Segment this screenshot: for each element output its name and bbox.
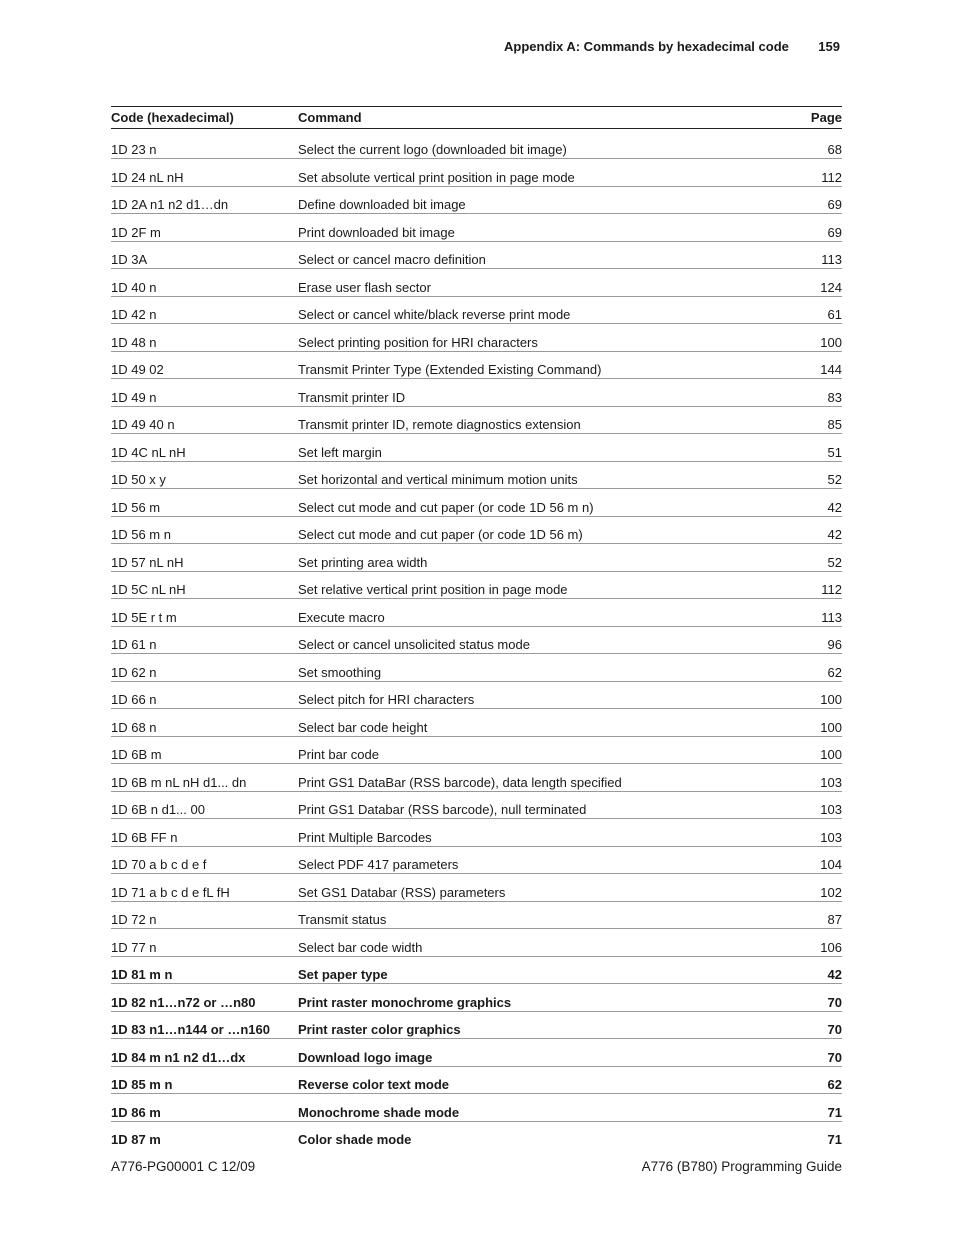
cell-command: Monochrome shade mode bbox=[298, 1094, 768, 1122]
cell-page: 42 bbox=[768, 516, 842, 544]
table-row bbox=[111, 984, 842, 1012]
column-header-code: Code (hexadecimal) bbox=[111, 107, 298, 129]
cell-command: Transmit status bbox=[298, 901, 768, 929]
cell-command: Reverse color text mode bbox=[298, 1066, 768, 1094]
table-row bbox=[111, 1094, 842, 1122]
cell-page: 51 bbox=[768, 434, 842, 462]
footer-guide-title: A776 (B780) Programming Guide bbox=[641, 1159, 842, 1174]
cell-page: 103 bbox=[768, 819, 842, 847]
cell-command: Set smoothing bbox=[298, 654, 768, 682]
cell-code: 1D 61 n bbox=[111, 626, 298, 654]
table-row bbox=[111, 1121, 842, 1148]
table-row bbox=[111, 269, 842, 297]
cell-command: Print Multiple Barcodes bbox=[298, 819, 768, 847]
cell-page: 100 bbox=[768, 736, 842, 764]
table-row bbox=[111, 241, 842, 269]
cell-code: 1D 23 n bbox=[111, 129, 298, 159]
cell-page: 61 bbox=[768, 296, 842, 324]
cell-code: 1D 3A bbox=[111, 241, 298, 269]
cell-code: 1D 5E r t m bbox=[111, 599, 298, 627]
table-row bbox=[111, 571, 842, 599]
cell-command: Print GS1 DataBar (RSS barcode), data length specified bbox=[298, 764, 768, 792]
cell-code: 1D 56 m n bbox=[111, 516, 298, 544]
cell-code: 1D 49 40 n bbox=[111, 406, 298, 434]
cell-command: Set printing area width bbox=[298, 544, 768, 572]
table-row bbox=[111, 1039, 842, 1067]
cell-code: 1D 62 n bbox=[111, 654, 298, 682]
cell-code: 1D 49 n bbox=[111, 379, 298, 407]
cell-command: Print GS1 Databar (RSS barcode), null terminated bbox=[298, 791, 768, 819]
cell-page: 104 bbox=[768, 846, 842, 874]
cell-code: 1D 77 n bbox=[111, 929, 298, 957]
cell-code: 1D 40 n bbox=[111, 269, 298, 297]
cell-code: 1D 72 n bbox=[111, 901, 298, 929]
cell-page: 112 bbox=[768, 159, 842, 187]
table-row bbox=[111, 626, 842, 654]
table-row bbox=[111, 1066, 842, 1094]
table-row bbox=[111, 764, 842, 792]
cell-page: 113 bbox=[768, 599, 842, 627]
table-row bbox=[111, 129, 842, 159]
table-row bbox=[111, 681, 842, 709]
table-row bbox=[111, 1011, 842, 1039]
cell-command: Set relative vertical print position in page mode bbox=[298, 571, 768, 599]
cell-command: Transmit printer ID, remote diagnostics extension bbox=[298, 406, 768, 434]
cell-code: 1D 66 n bbox=[111, 681, 298, 709]
table-row bbox=[111, 544, 842, 572]
cell-code: 1D 82 n1…n72 or …n80 bbox=[111, 984, 298, 1012]
cell-page: 70 bbox=[768, 1011, 842, 1039]
table-row bbox=[111, 186, 842, 214]
cell-code: 1D 56 m bbox=[111, 489, 298, 517]
cell-page: 100 bbox=[768, 324, 842, 352]
cell-code: 1D 86 m bbox=[111, 1094, 298, 1122]
table-row bbox=[111, 874, 842, 902]
cell-code: 1D 81 m n bbox=[111, 956, 298, 984]
cell-code: 1D 48 n bbox=[111, 324, 298, 352]
cell-page: 52 bbox=[768, 544, 842, 572]
cell-command: Set absolute vertical print position in page mode bbox=[298, 159, 768, 187]
table-row bbox=[111, 846, 842, 874]
cell-code: 1D 4C nL nH bbox=[111, 434, 298, 462]
cell-page: 102 bbox=[768, 874, 842, 902]
cell-command: Set GS1 Databar (RSS) parameters bbox=[298, 874, 768, 902]
cell-command: Print raster monochrome graphics bbox=[298, 984, 768, 1012]
cell-command: Select bar code height bbox=[298, 709, 768, 737]
table-row bbox=[111, 901, 842, 929]
cell-page: 71 bbox=[768, 1094, 842, 1122]
cell-page: 69 bbox=[768, 214, 842, 242]
cell-command: Print raster color graphics bbox=[298, 1011, 768, 1039]
cell-page: 42 bbox=[768, 956, 842, 984]
cell-page: 100 bbox=[768, 709, 842, 737]
table-row bbox=[111, 819, 842, 847]
cell-page: 71 bbox=[827, 1132, 842, 1147]
cell-page: 144 bbox=[768, 351, 842, 379]
cell-command: Execute macro bbox=[298, 599, 768, 627]
cell-page: 70 bbox=[768, 1039, 842, 1067]
cell-code: 1D 6B n d1... 00 bbox=[111, 791, 298, 819]
cell-code: 1D 83 n1…n144 or …n160 bbox=[111, 1011, 298, 1039]
cell-page: 70 bbox=[768, 984, 842, 1012]
cell-command: Select PDF 417 parameters bbox=[298, 846, 768, 874]
table-body bbox=[111, 129, 842, 1149]
table-row bbox=[111, 296, 842, 324]
cell-command: Select bar code width bbox=[298, 929, 768, 957]
cell-page: 52 bbox=[768, 461, 842, 489]
cell-code: 1D 57 nL nH bbox=[111, 544, 298, 572]
table-row bbox=[111, 379, 842, 407]
cell-command: Erase user flash sector bbox=[298, 269, 768, 297]
cell-code: 1D 6B m nL nH d1... dn bbox=[111, 764, 298, 792]
cell-command: Set horizontal and vertical minimum motion units bbox=[298, 461, 768, 489]
table-row bbox=[111, 461, 842, 489]
cell-command: Select or cancel macro definition bbox=[298, 241, 768, 269]
cell-page: 96 bbox=[768, 626, 842, 654]
header-title: Appendix A: Commands by hexadecimal code bbox=[504, 39, 789, 54]
cell-command: Set left margin bbox=[298, 434, 768, 462]
commands-table bbox=[111, 106, 842, 1148]
running-header bbox=[504, 39, 840, 54]
cell-page: 62 bbox=[768, 1066, 842, 1094]
cell-page: 42 bbox=[768, 489, 842, 517]
cell-command: Set paper type bbox=[298, 956, 768, 984]
cell-page: 103 bbox=[768, 764, 842, 792]
table-row bbox=[111, 214, 842, 242]
cell-page: 85 bbox=[768, 406, 842, 434]
table-row bbox=[111, 489, 842, 517]
cell-command: Select cut mode and cut paper (or code 1D 56 m n) bbox=[298, 489, 768, 517]
cell-command: Color shade mode bbox=[298, 1132, 412, 1147]
cell-command: Select the current logo (downloaded bit image) bbox=[298, 129, 768, 159]
table-row bbox=[111, 709, 842, 737]
table-row bbox=[111, 654, 842, 682]
cell-command: Select or cancel white/black reverse print mode bbox=[298, 296, 768, 324]
table-row bbox=[111, 159, 842, 187]
cell-page: 103 bbox=[768, 791, 842, 819]
cell-code: 1D 71 a b c d e fL fH bbox=[111, 874, 298, 902]
cell-page: 68 bbox=[768, 129, 842, 159]
cell-command: Select pitch for HRI characters bbox=[298, 681, 768, 709]
table-row bbox=[111, 351, 842, 379]
cell-code: 1D 42 n bbox=[111, 296, 298, 324]
cell-code: 1D 50 x y bbox=[111, 461, 298, 489]
cell-code: 1D 5C nL nH bbox=[111, 571, 298, 599]
cell-page: 100 bbox=[768, 681, 842, 709]
cell-page: 112 bbox=[768, 571, 842, 599]
page-footer bbox=[111, 1159, 842, 1174]
column-header-page: Page bbox=[768, 107, 842, 129]
table-row bbox=[111, 791, 842, 819]
table-row bbox=[111, 516, 842, 544]
table-row bbox=[111, 434, 842, 462]
column-header-command: Command bbox=[298, 107, 768, 129]
cell-code: 1D 85 m n bbox=[111, 1066, 298, 1094]
cell-code: 1D 2F m bbox=[111, 214, 298, 242]
table-row bbox=[111, 956, 842, 984]
table-row bbox=[111, 406, 842, 434]
cell-command: Select or cancel unsolicited status mode bbox=[298, 626, 768, 654]
table-row bbox=[111, 324, 842, 352]
cell-page: 113 bbox=[768, 241, 842, 269]
table-row bbox=[111, 736, 842, 764]
cell-page: 106 bbox=[768, 929, 842, 957]
cell-command: Select cut mode and cut paper (or code 1D 56 m) bbox=[298, 516, 768, 544]
cell-page: 124 bbox=[768, 269, 842, 297]
cell-code: 1D 2A n1 n2 d1…dn bbox=[111, 186, 298, 214]
footer-document-id: A776-PG00001 C 12/09 bbox=[111, 1159, 256, 1174]
cell-code: 1D 68 n bbox=[111, 709, 298, 737]
cell-page: 69 bbox=[768, 186, 842, 214]
cell-command: Transmit Printer Type (Extended Existing Command) bbox=[298, 351, 768, 379]
cell-page: 83 bbox=[768, 379, 842, 407]
cell-code: 1D 24 nL nH bbox=[111, 159, 298, 187]
cell-code: 1D 49 02 bbox=[111, 351, 298, 379]
cell-command: Print downloaded bit image bbox=[298, 214, 768, 242]
cell-page: 62 bbox=[768, 654, 842, 682]
cell-command: Select printing position for HRI characters bbox=[298, 324, 768, 352]
table-header-row bbox=[111, 107, 842, 129]
table-row bbox=[111, 599, 842, 627]
cell-command: Transmit printer ID bbox=[298, 379, 768, 407]
cell-command: Print bar code bbox=[298, 736, 768, 764]
header-page-number: 159 bbox=[818, 39, 840, 54]
cell-page: 87 bbox=[768, 901, 842, 929]
cell-command: Define downloaded bit image bbox=[298, 186, 768, 214]
table-row bbox=[111, 929, 842, 957]
cell-code: 1D 6B m bbox=[111, 736, 298, 764]
cell-code: 1D 84 m n1 n2 d1…dx bbox=[111, 1039, 298, 1067]
cell-command: Download logo image bbox=[298, 1039, 768, 1067]
cell-code: 1D 70 a b c d e f bbox=[111, 846, 298, 874]
cell-code: 1D 87 m bbox=[111, 1132, 161, 1147]
cell-code: 1D 6B FF n bbox=[111, 819, 298, 847]
